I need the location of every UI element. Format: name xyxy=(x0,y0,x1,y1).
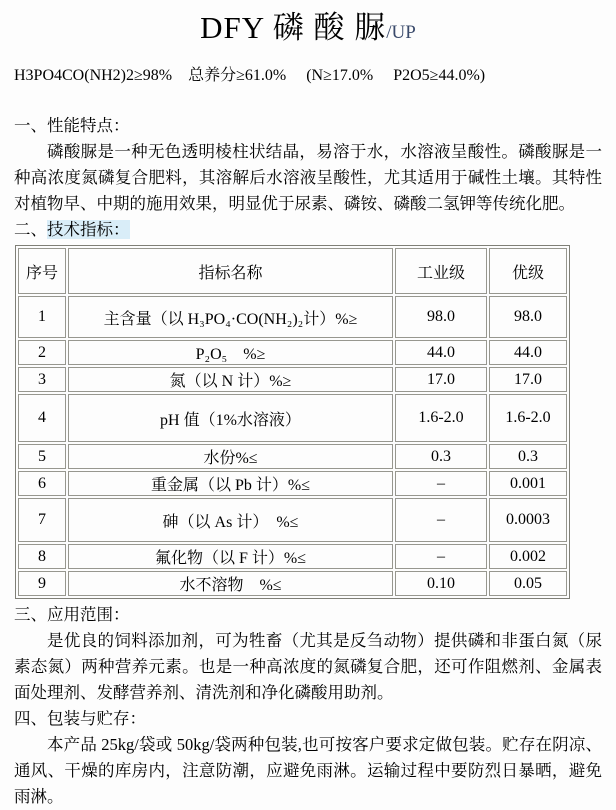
section2-heading xyxy=(14,217,602,243)
section3-heading: 三、应用范围： xyxy=(14,605,130,624)
table-row xyxy=(18,444,567,469)
cell-name: P₂O₅ %≥ xyxy=(68,340,393,365)
table-row xyxy=(18,471,567,496)
cell-name: 氮（以 N 计）%≥ xyxy=(68,367,393,392)
cell-industrial: – xyxy=(395,498,487,542)
cell-no: 9 xyxy=(18,571,66,596)
page-title-suffix: /UP xyxy=(386,22,416,43)
section4-paragraph: 本产品 25kg/袋或 50kg/袋两种包装,也可按客户要求定做包装。贮存在阴凉、通风、干燥的库房内，注意防潮，应避免雨淋。运输过程中要防烈日暴晒，避免雨淋。 xyxy=(14,735,602,806)
cell-industrial: 98.0 xyxy=(395,296,487,338)
table-row xyxy=(18,498,567,542)
table-row xyxy=(18,367,567,392)
cell-premium: 17.0 xyxy=(489,367,567,392)
spec-table-header-row xyxy=(18,248,567,294)
cell-premium: 0.3 xyxy=(489,444,567,469)
header-cell-industrial: 工业级 xyxy=(395,248,487,294)
cell-premium: 44.0 xyxy=(489,340,567,365)
cell-industrial: 0.10 xyxy=(395,571,487,596)
cell-name: pH 值（1%水溶液） xyxy=(68,394,393,442)
cell-industrial: 17.0 xyxy=(395,367,487,392)
cell-no: 8 xyxy=(18,544,66,569)
cell-name: 砷（以 As 计） %≤ xyxy=(68,498,393,542)
cell-name: 主含量（以 H₃PO₄·CO(NH₂)₂计）%≥ xyxy=(68,296,393,338)
cell-industrial: 0.3 xyxy=(395,444,487,469)
section2-heading-prefix: 二、 xyxy=(14,220,47,239)
cell-name: 水份%≤ xyxy=(68,444,393,469)
cell-premium: 98.0 xyxy=(489,296,567,338)
section1-paragraph: 磷酸脲是一种无色透明棱柱状结晶，易溶于水，水溶液呈酸性。磷酸脲是一种高浓度氮磷复合肥料，其溶解后水溶液呈酸性，尤其适用于碱性土壤。其特性对植物早、中期的施用效果，明显优于尿素、磷铵、磷酸二氢钾等传统化肥。 xyxy=(14,142,602,213)
cell-premium: 0.0003 xyxy=(489,498,567,542)
header-cell-no: 序号 xyxy=(18,248,66,294)
table-row xyxy=(18,544,567,569)
cell-no: 2 xyxy=(18,340,66,365)
cell-no: 1 xyxy=(18,296,66,338)
page-title-text: DFY 磷 酸 脲 xyxy=(200,10,387,45)
header-cell-name: 指标名称 xyxy=(68,248,393,294)
cell-no: 4 xyxy=(18,394,66,442)
cell-industrial: – xyxy=(395,471,487,496)
cell-premium: 0.001 xyxy=(489,471,567,496)
table-row xyxy=(18,394,567,442)
table-row xyxy=(18,340,567,365)
cell-name: 水不溶物 %≤ xyxy=(68,571,393,596)
cell-premium: 0.002 xyxy=(489,544,567,569)
formula-line: H3PO4CO(NH2)2≥98% 总养分≥61.0% (N≥17.0% P2O5≥44.0%) xyxy=(14,67,486,84)
header-cell-premium: 优级 xyxy=(489,248,567,294)
table-row xyxy=(18,296,567,338)
page-title xyxy=(14,8,602,53)
cell-industrial: – xyxy=(395,544,487,569)
cell-no: 6 xyxy=(18,471,66,496)
section2-heading-highlighted: 技术指标： xyxy=(47,220,130,239)
section1-heading: 一、性能特点： xyxy=(14,116,130,135)
section4-heading: 四、包装与贮存： xyxy=(14,709,146,728)
section3-paragraph: 是优良的饲料添加剂，可为牲畜（尤其是反刍动物）提供磷和非蛋白氮（尿素态氮）两种营养元素。也是一种高浓度的氮磷复合肥，还可作阻燃剂、金属表面处理剂、发酵营养剂、清洗剂和净化磷酸用助剂。 xyxy=(14,631,602,702)
cell-industrial: 44.0 xyxy=(395,340,487,365)
cell-no: 5 xyxy=(18,444,66,469)
cell-no: 7 xyxy=(18,498,66,542)
cell-name: 重金属（以 Pb 计）%≤ xyxy=(68,471,393,496)
cell-premium: 0.05 xyxy=(489,571,567,596)
cell-premium: 1.6-2.0 xyxy=(489,394,567,442)
cell-no: 3 xyxy=(18,367,66,392)
cell-name: 氟化物（以 F 计）%≤ xyxy=(68,544,393,569)
cell-industrial: 1.6-2.0 xyxy=(395,394,487,442)
table-row xyxy=(18,571,567,596)
spec-table xyxy=(15,245,570,599)
